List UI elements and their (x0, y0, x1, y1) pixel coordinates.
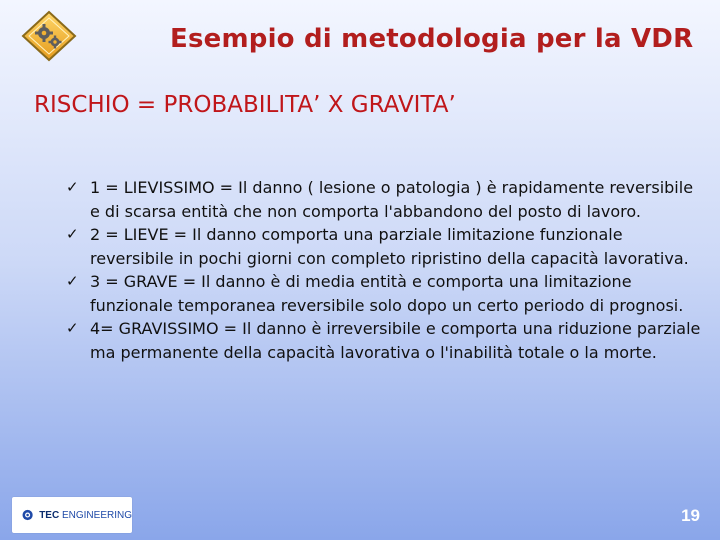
list-item (66, 176, 706, 223)
tec-engineering-logo (12, 497, 132, 533)
tec-logo-mark-icon (22, 504, 33, 526)
checkmark-icon: ✓ (66, 319, 79, 337)
list-item (66, 270, 706, 317)
slide-title: Esempio di metodologia per la VDR (170, 24, 694, 54)
footer-brand-bold: TEC (39, 509, 60, 521)
list-item-text: 4= GRAVISSIMO = Il danno è irreversibile e comporta una riduzione parziale ma permanente della capacità lavorativa o l'inabilità totale o la morte. (90, 319, 701, 362)
gears-diamond-icon (20, 10, 78, 62)
checkmark-icon: ✓ (66, 178, 79, 196)
risk-formula: RISCHIO = PROBABILITA’ X GRAVITA’ (34, 92, 456, 118)
list-item (66, 317, 706, 364)
list-item-text: 2 = LIEVE = Il danno comporta una parziale limitazione funzionale reversibile in pochi giorni con completo ripristino della capacità lavorativa. (90, 225, 689, 268)
footer-brand (39, 510, 132, 521)
checkmark-icon: ✓ (66, 272, 79, 290)
footer-brand-rest: ENGINEERING (59, 509, 132, 521)
list-item (66, 223, 706, 270)
page-number: 19 (681, 506, 700, 525)
severity-list (66, 176, 706, 364)
list-item-text: 3 = GRAVE = Il danno è di media entità e comporta una limitazione funzionale temporanea reversibile solo dopo un certo periodo di prognosi. (90, 272, 684, 315)
checkmark-icon: ✓ (66, 225, 79, 243)
list-item-text: 1 = LIEVISSIMO = Il danno ( lesione o patologia ) è rapidamente reversibile e di scarsa entità che non comporta l'abbandono del posto di lavoro. (90, 178, 694, 221)
